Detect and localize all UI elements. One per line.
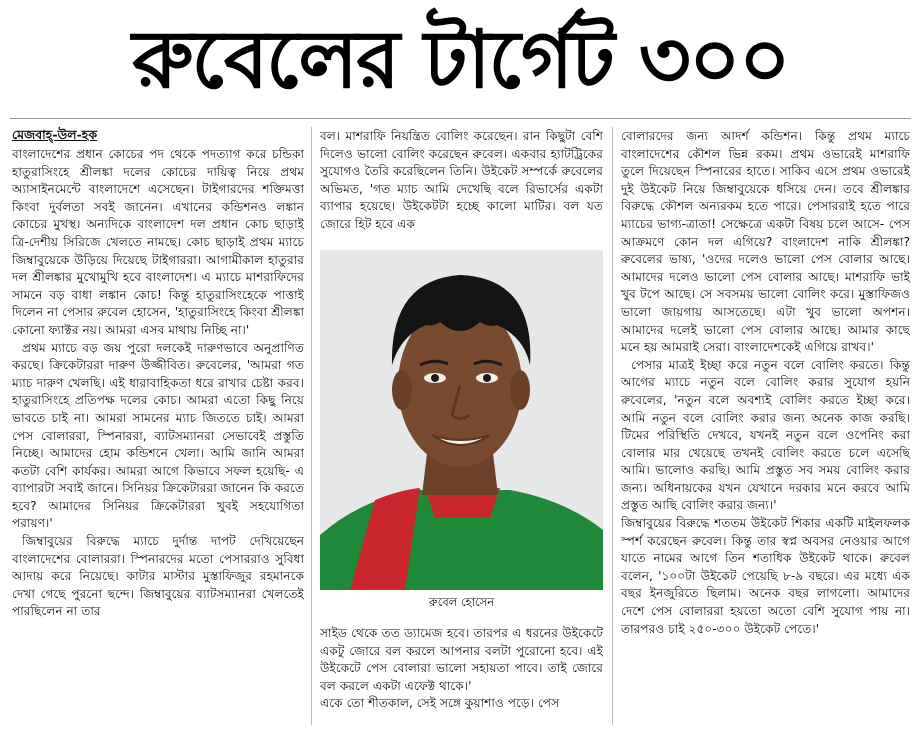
paragraph: জিম্বাবুয়ের বিরুদ্ধে ম্যাচে দুর্দান্ত দাপট দেখিয়েছেন বাংলাদেশের বোলাররা। স্পিনারদের মতো পেসাররাও সুবিধা আদায় করে নিয়েছে। কাটার মাস্টার মুস্তাফিজুর রহমানকে দেখা গেছে পুরনো ছন্দে। জিম্বাবুয়ের ব্যাটসম্যানরা খেলতেই পারছিলেন না তার [12,534,304,619]
paragraph: সাইড থেকে তত ড্যামেজ হবে। তারপর এ ধরনের উইকেটে একটু জোরে বল করলে আপনার বলটা পুরোনো হবে। এই উইকেটে পেস বোলারা ভালো সহায়তা পাবে। তাই জোরে বল করলে একটা এফেক্ট থাকে।' [320,626,603,693]
paragraph: পেসার মাত্রই ইচ্ছা করে নতুন বলে বোলিং করতে। কিন্তু আগের ম্যাচে নতুন বলে বোলিং করার সুযোগ হয়নি রুবেলের, 'নতুন বলে অবশ্যই বোলিং করতে ইচ্ছা করে। আমি নতুন বলে বোলিং করার জন্য অনেক কাজ করছি। টিমের পরিস্থিতি দেখবে, যখনই নতুন বলে ওপেনিং করা বোলার মার খেয়েছে তখনই বোলিং করতে চলে এসেছি আমি। ভালোও করছি। আমি প্রস্তুত সব সময় বোলিং করার জন্য। অধিনায়কের যখন যেখানে দরকার মনে করবে আমি প্রস্তুত আছি বোলিং করার জন্য।' [621,357,910,513]
article-column-1 [12,146,304,621]
paragraph: জিম্বাবুয়ের বিরুদ্ধে শততম উইকেট শিকার একটি মাইলফলক স্পর্শ করেছেন রুবেল। কিন্তু তার স্বপ্ন অবসর নেওয়ার আগে যাতে নামের আগে তিন শতাধিক উইকেট থাকে। রুবেল বলেন, '১০০টা উইকেট পেয়েছি ৮-৯ বছরে। এর মধ্যে এক বছর ইনজুরিতে ছিলাম। অনেক বছর লাগলো। আমাদের দেশে পেস বোলাররা হয়তো অতো বেশি সুযোগ পায় না। তারপরও চাই ২৫০-৩০০ উইকেট পেতে।' [621,516,910,636]
headline: রুবেলের টার্গেট ৩০০ [132,13,789,106]
paragraph: বল। মাশরাফি নিয়ন্ত্রিত বোলিং করেছেন। রান কিছুটা বেশি দিলেও ভালো বোলিং করেছেন রুবেল। একবার হ্যাটট্রিকের সুযোগও তৈরি করেছিলেন তিনি। উইকেট সম্পর্কে রুবেলের অভিমত, 'গত ম্যাচ আমি দেখেছি বলে রিভার্সের একটা ব্যাপার হয়েছে। উইকেটটা হচ্ছে কালো মাটির। বল যত জোরে হিট হবে এক [320,129,603,231]
headline-divider [10,118,911,119]
byline: মেজবাহ্-উল-হক [12,127,98,142]
paragraph: একে তো শীতকাল, সেই সঙ্গে কুয়াশাও পড়ে। পেস [320,696,560,711]
paragraph: প্রথম ম্যাচে বড় জয় পুরো দলকেই দারুণভাবে অনুপ্রাণিত করছে। ক্রিকেটাররা দারুণ উজ্জীবিত। রুবেলের, 'আমরা গত ম্যাচ দারুণ খেলছি। এই ধারাবাহিকতা ধরে রাখার চেষ্টা করব। হাতুরাসিংহে প্রতিপক্ষ দলের কোচ। আমরা এতো কিছু নিয়ে ভাবতে চাই না। আমরা সামনের ম্যাচ জিততে চাই। আমরা পেস বোলাররা, স্পিনাররা, ব্যাটসম্যানরা সেভাবেই প্রস্তুতি নিচ্ছে। আমাদের হোম কন্ডিশনে খেলা। আমি জানি আমরা কতটা বেশি কার্যকর। আমরা আগে কিভাবে সফল হয়েছি- এ ব্যাপারটা সবাই জানে। সিনিয়র ক্রিকেটাররা জানেন কি করতে হবে? আমাদের সিনিয়র ক্রিকেটাররা খুবই সহযোগিতা পরায়ণ।' [12,340,304,531]
paragraph: বাংলাদেশের প্রধান কোচের পদ থেকে পদত্যাগ করে চন্ডিকা হাতুরাসিংহে শ্রীলঙ্কা দলের কোচের দায়িত্ব নিয়ে প্রথম অ্যাসাইনমেন্টে বাংলাদেশে এসেছেন। টাইগারদের শক্তিমত্তা কিংবা দুর্বলতা সবই জানেন। এখানের কন্ডিশনও লঙ্কান কোচের মুখস্থ। অন্যদিকে বাংলাদেশ দল প্রধান কোচ ছাড়াই ত্রি-দেশীয় সিরিজে খেলতে নামছে। কোচ ছাড়াই প্রথম ম্যাচে জিম্বাবুয়েকে উড়িয়ে দিয়েছে টাইগাররা। আগামীকাল হাতুরার দল শ্রীলঙ্কার মুখোমুখি হবে বাংলাদেশ। এ ম্যাচে মাশরাফিদের সামনে বড় বাধা লঙ্কান কোচ! কিন্তু হাতুরাসিংহেকে পাত্তাই দিলেন না পেসার রুবেল হোসেন, 'হাতুরাসিংহে কিংবা শ্রীলঙ্কা কোনো ফ্যাক্টর নয়। আমরা এসব মাথায় নিচ্ছি না।' [12,147,304,337]
photo-caption: রুবেল হোসেন [428,595,495,609]
player-portrait [320,250,603,590]
paragraph: বোলারদের জন্য আদর্শ কন্ডিশন। কিন্তু প্রথম ম্যাচে বাংলাদেশের কৌশল ভিন্ন রকম। প্রথম ওভারেই মাশরাফি তুলে দিয়েছেন স্পিনারের হাতে। সাকিব এসে প্রথম ওভারেই দুই উইকেট নিয়ে জিম্বাবুয়েকে ধসিয়ে দেন। তবে শ্রীলঙ্কার বিরুদ্ধে কৌশল অন্যরকম হতে পারে। পেসাররাই হতে পারে ম্যাচের ভাগ্য-ত্রাতা! সেক্ষেত্রে একটা বিষয় চলে আসে- পেস আক্রমণে কোন দল এগিয়ে? বাংলাদেশ নাকি শ্রীলঙ্কা? রুবেলের ভাষ্য, 'ওদের দলেও ভালো পেস বোলার আছে। আমাদের দলেও ভালো পেস বোলার আছে। মাশরাফি ভাই খুব টপে আছে। সে সবসময় ভালো বোলিং করে। মুস্তাফিজও ভালো জায়গায় আসতেছে। এটা খুব ভালো অপশন। আমাদের দলেই ভালো পেস বোলার আছে। আমার কাছে মনে হয় আমরাই সেরা। বাংলাদেশকেই এগিয়ে রাখব।' [621,129,910,355]
article-column-2-bottom [320,625,603,713]
column-divider [311,127,312,725]
column-divider [612,127,613,725]
article-column-3 [621,128,910,638]
player-photo [320,250,603,590]
article-column-2-top [320,128,603,234]
